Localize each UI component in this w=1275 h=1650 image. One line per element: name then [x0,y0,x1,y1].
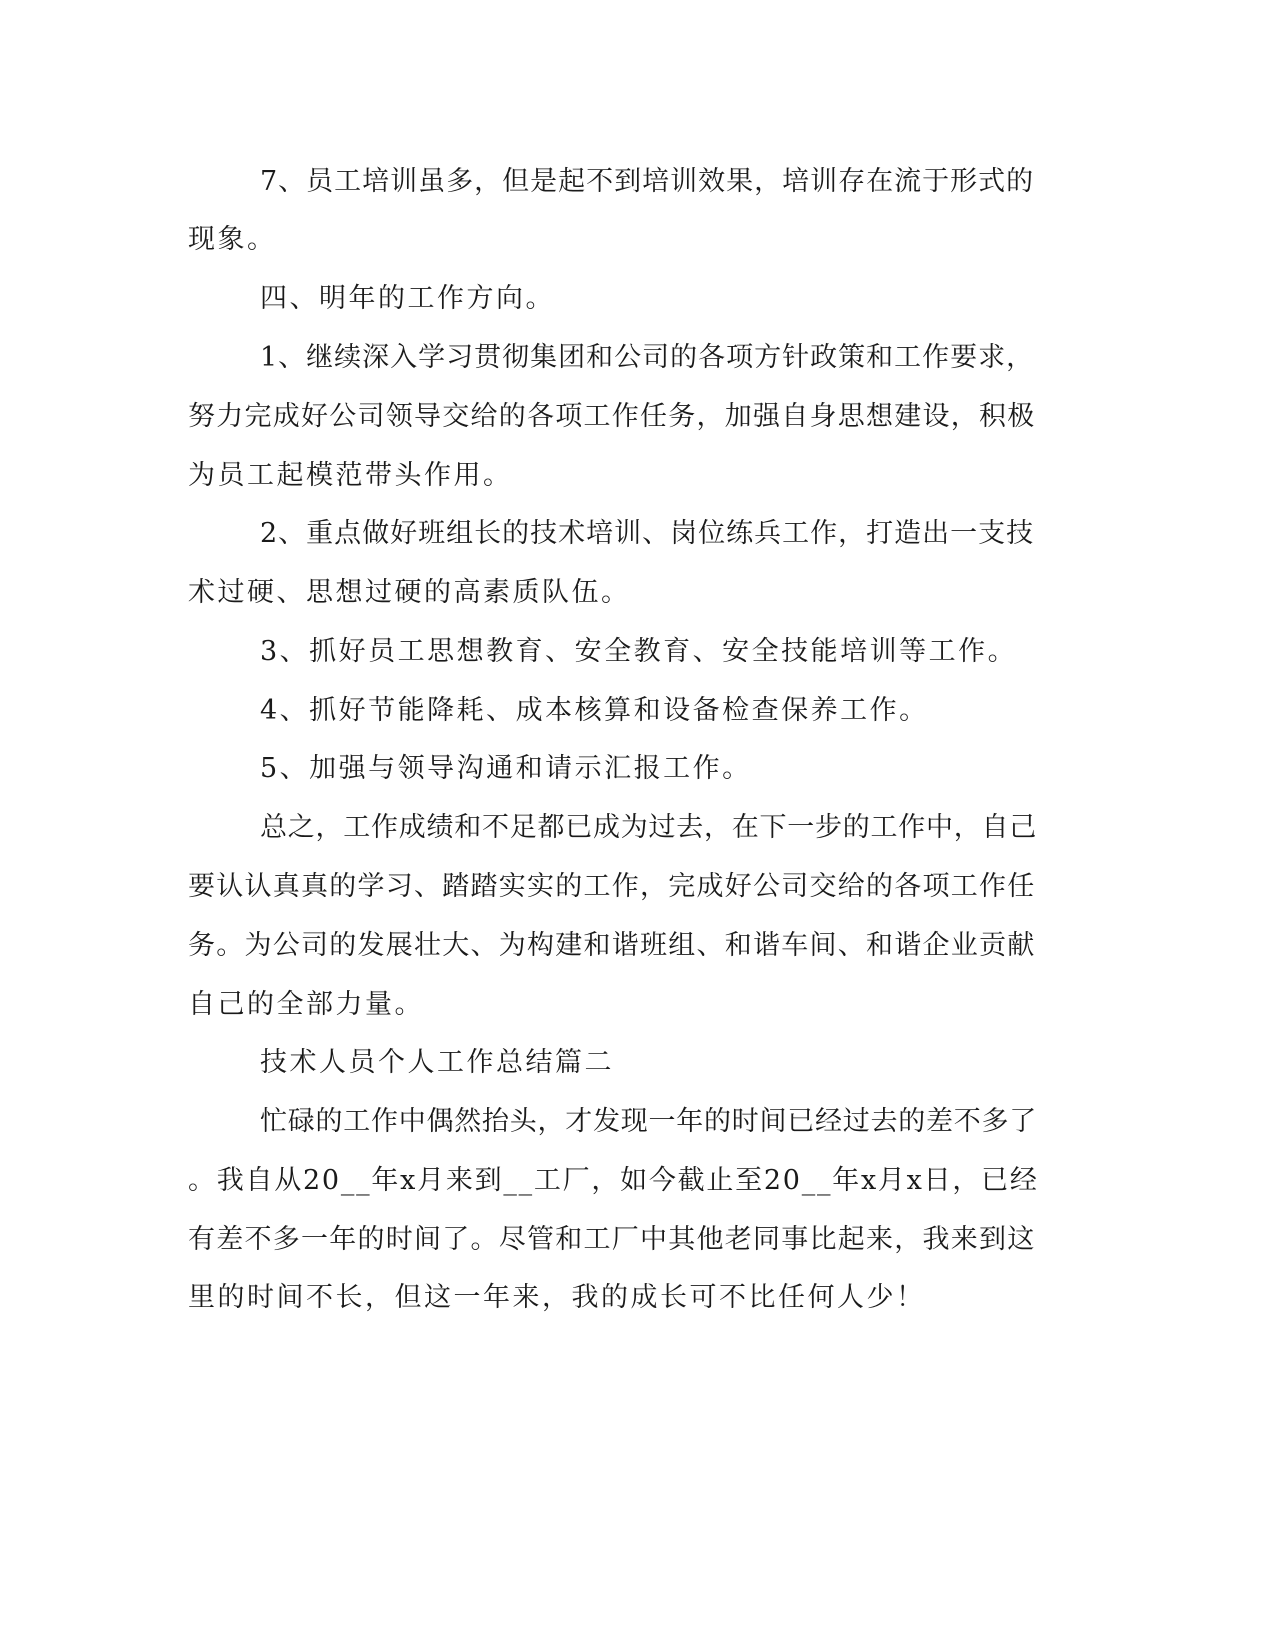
paragraph-line: 务。为公司的发展壮大、为构建和谐班组、和谐车间、和谐企业贡献 [188,930,1036,961]
section-heading: 四、明年的工作方向。 [260,283,555,314]
paragraph-line: 总之，工作成绩和不足都已成为过去，在下一步的工作中，自己 [260,812,1037,843]
paragraph-line: 术过硬、思想过硬的高素质队伍。 [188,577,631,608]
paragraph-line: 要认认真真的学习、踏踏实实的工作，完成好公司交给的各项工作任 [188,871,1036,902]
paragraph-line: 为员工起模范带头作用。 [188,460,513,491]
paragraph-line: 7、员工培训虽多，但是起不到培训效果，培训存在流于形式的 [260,166,1035,197]
paragraph-line: 自己的全部力量。 [188,989,424,1020]
paragraph-line: 里的时间不长，但这一年来，我的成长可不比任何人少！ [188,1282,926,1313]
paragraph-line: 4、抓好节能降耗、成本核算和设备检查保养工作。 [260,695,929,726]
paragraph-line: 努力完成好公司领导交给的各项工作任务，加强自身思想建设，积极 [188,401,1036,432]
paragraph-line: 。我自从20__年x月来到__工厂，如今截止至20__年x月x日，已经 [188,1165,1039,1196]
paragraph-line: 有差不多一年的时间了。尽管和工厂中其他老同事比起来，我来到这 [188,1224,1036,1255]
paragraph-line: 1、继续深入学习贯彻集团和公司的各项方针政策和工作要求， [260,342,1035,373]
paragraph-line: 忙碌的工作中偶然抬头，才发现一年的时间已经过去的差不多了 [260,1106,1037,1137]
section-title: 技术人员个人工作总结篇二 [260,1047,614,1078]
paragraph-line: 3、抓好员工思想教育、安全教育、安全技能培训等工作。 [260,636,1018,667]
paragraph-line: 现象。 [188,224,277,255]
paragraph-line: 5、加强与领导沟通和请示汇报工作。 [260,753,752,784]
paragraph-line: 2、重点做好班组长的技术培训、岗位练兵工作，打造出一支技 [260,518,1035,549]
